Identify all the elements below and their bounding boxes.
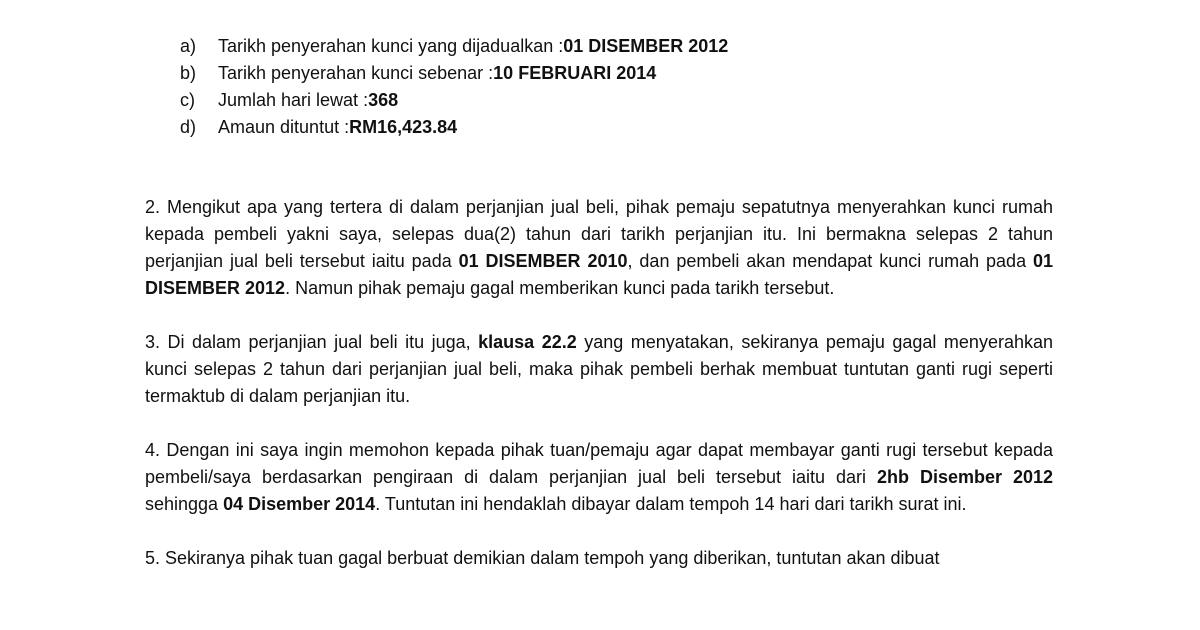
paragraph-bold-date: 2hb Disember 2012 [876,467,1053,487]
summary-label: Amaun dituntut : [218,117,350,137]
paragraph-bold-date: 04 Disember 2014 [223,494,376,514]
summary-marker: c) [180,90,195,110]
summary-marker: b) [180,63,197,83]
paragraph-bold-clause: klausa 22.2 [478,332,577,352]
paragraph-text: . Namun pihak pemaju gagal memberikan kunci pada tarikh tersebut. [285,278,835,298]
paragraph-text: 5. Sekiranya pihak tuan gagal berbuat demikian dalam tempoh yang diberikan, tuntutan akan dibuat [145,548,940,568]
paragraph-3 [145,329,1053,410]
summary-value: 368 [368,90,399,110]
paragraph-text: yang menyatakan, sekiranya pemaju gagal menyerahkan kunci selepas 2 tahun dari perjanjian jual beli, maka pihak pembeli berhak membuat tuntutan ganti rugi seperti termaktub di dalam perjanjian itu. [145,332,1053,406]
paragraph-bold-date: 01 DISEMBER 2010 [458,251,628,271]
summary-item-days-late [180,87,1080,114]
summary-value: 10 FEBRUARI 2014 [493,63,657,83]
paragraph-text: 2. Mengikut apa yang tertera di dalam perjanjian jual beli, pihak pemaju sepatutnya menyerahkan kunci rumah kepada pembeli yakni saya, selepas dua(2) tahun dari tarikh perjanjian itu. Ini bermakna selepas 2 tahun perjanjian jual beli tersebut iaitu pada [145,197,1053,271]
summary-item-scheduled-date [180,33,1080,60]
summary-marker: a) [180,36,197,56]
summary-value: 01 DISEMBER 2012 [563,36,729,56]
claim-summary-list [180,33,1080,141]
summary-value: RM16,423.84 [349,117,458,137]
paragraph-text: . Tuntutan ini hendaklah dibayar dalam tempoh 14 hari dari tarikh surat ini. [375,494,967,514]
summary-item-claim-amount [180,114,1080,141]
paragraph-text: 4. Dengan ini saya ingin memohon kepada pihak tuan/pemaju agar dapat membayar ganti rugi tersebut kepada pembeli/saya berdasarkan pengiraan di dalam perjanjian jual beli tersebut iaitu dari [145,440,1053,487]
summary-label: Jumlah hari lewat : [218,90,369,110]
letter-body [145,194,1053,572]
paragraph-text: , dan pembeli akan mendapat kunci rumah pada [627,251,1033,271]
summary-label: Tarikh penyerahan kunci sebenar : [218,63,494,83]
summary-label: Tarikh penyerahan kunci yang dijadualkan : [218,36,564,56]
paragraph-bold-date: 01 DISEMBER 2012 [145,251,1054,298]
summary-marker: d) [180,117,197,137]
paragraph-text: 3. Di dalam perjanjian jual beli itu juga, [145,332,479,352]
summary-item-actual-date [180,60,1080,87]
paragraph-text: sehingga [145,494,224,514]
paragraph-5 [145,545,1053,572]
paragraph-4 [145,437,1053,518]
paragraph-2 [145,194,1053,302]
